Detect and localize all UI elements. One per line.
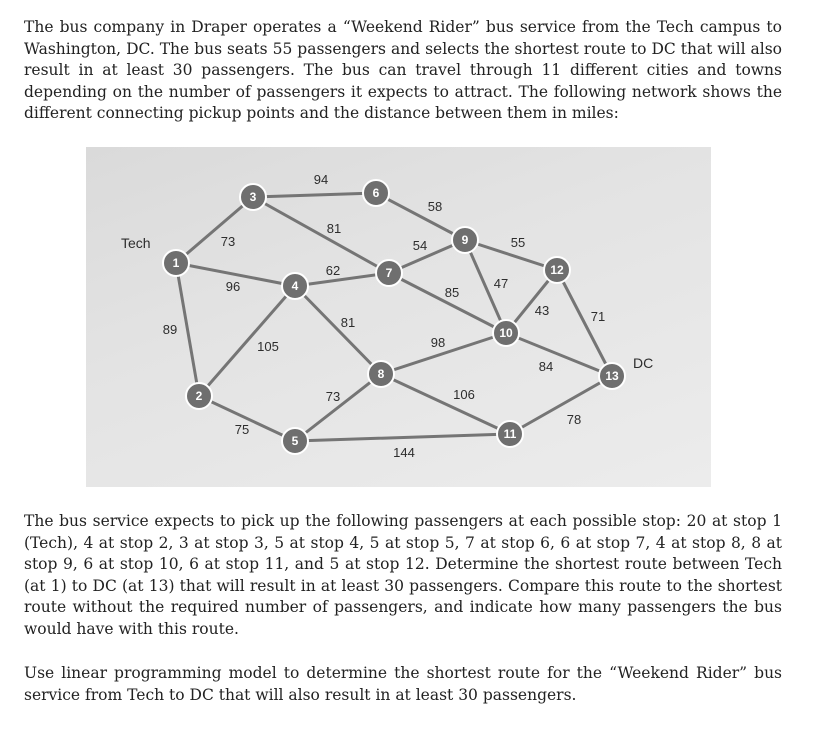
- edge-5-8: [295, 374, 381, 441]
- node-label-5: 5: [291, 434, 299, 448]
- node-label-3: 3: [249, 190, 257, 204]
- node-3: [240, 184, 266, 210]
- node-4: [282, 273, 308, 299]
- edge-weight-10-13: 84: [538, 359, 554, 374]
- edge-5-11: [295, 434, 510, 441]
- node-label-11: 11: [503, 427, 517, 441]
- edge-weight-5-11: 144: [393, 445, 415, 460]
- edge-weight-3-6: 94: [313, 172, 329, 187]
- node-label-9: 9: [461, 233, 469, 247]
- node-label-7: 7: [385, 266, 393, 280]
- node-5: [282, 428, 308, 454]
- edge-weight-4-7: 62: [325, 263, 341, 278]
- edge-11-13: [510, 376, 612, 434]
- node-label-1: 1: [172, 256, 180, 270]
- edge-weight-7-9: 54: [412, 238, 428, 253]
- node-label-10: 10: [499, 326, 513, 340]
- node-label-13: 13: [605, 369, 619, 383]
- edge-weight-2-4: 105: [257, 339, 279, 354]
- edge-weight-7-10: 85: [444, 285, 460, 300]
- node-label-2: 2: [195, 389, 203, 403]
- edge-weight-4-8: 81: [340, 315, 356, 330]
- edge-weight-1-4: 96: [225, 279, 241, 294]
- edge-weight-9-12: 55: [510, 235, 526, 250]
- edge-10-13: [506, 333, 612, 376]
- network-diagram: [86, 147, 711, 487]
- node-label-12: 12: [550, 263, 564, 277]
- edge-3-6: [253, 193, 376, 197]
- edge-weight-2-5: 75: [234, 422, 250, 437]
- edge-2-4: [199, 286, 295, 396]
- edge-weight-12-13: 71: [590, 309, 606, 324]
- edge-weight-1-2: 89: [162, 322, 178, 337]
- edge-1-2: [176, 263, 199, 396]
- edge-weight-3-7: 81: [326, 221, 342, 236]
- edge-3-7: [253, 197, 389, 273]
- edge-weight-8-10: 98: [430, 335, 446, 350]
- edge-weight-9-10: 47: [493, 276, 509, 291]
- network-svg: [86, 147, 711, 487]
- task-text: Use linear programming model to determine the shortest route for the “Weekend Rider” bus service from Tech to DC that will also result in at least 30 passengers.: [24, 664, 782, 704]
- edge-8-11: [381, 374, 510, 434]
- node-label-8: 8: [377, 367, 385, 381]
- edge-4-7: [295, 273, 389, 286]
- node-1: [163, 250, 189, 276]
- edge-weight-5-8: 73: [325, 389, 341, 404]
- destination-label-dc: DC: [633, 355, 654, 371]
- problem-intro-text: The bus company in Draper operates a “Weekend Rider” bus service from the Tech campus to Washington, DC. The bus seats 55 passengers and selects the shortest route to DC that will also result in at least 30 passengers. The bus can travel through 11 different cities and towns depending on the number of passengers it expects to attract. The following network shows the different connecting pickup points and the distance between them in miles:: [24, 18, 782, 122]
- edge-weight-10-12: 43: [534, 303, 550, 318]
- edge-weight-1-3: 73: [220, 234, 236, 249]
- edge-6-9: [376, 193, 465, 240]
- node-8: [368, 361, 394, 387]
- edge-4-8: [295, 286, 381, 374]
- node-10: [493, 320, 519, 346]
- node-2: [186, 383, 212, 409]
- edge-1-3: [176, 197, 253, 263]
- origin-label-tech: Tech: [121, 235, 151, 251]
- edge-weight-8-11: 106: [453, 387, 475, 402]
- node-label-4: 4: [291, 279, 299, 293]
- passenger-counts-text: The bus service expects to pick up the following passengers at each possible stop: 20 at stop 1 (Tech), 4 at stop 2, 3 at stop 3, 5 at stop 4, 5 at stop 5, 7 at stop 6, 6 at stop 7, 4 at stop 8, 8 at stop 9, 6 at stop 10, 6 at stop 11, and 5 at stop 12. Determine the shortest route between Tech (at 1) to DC (at 13) that will result in at least 30 passengers. Compare this route to the shortest route without the required number of passengers, and indicate how many passengers the bus would have with this route.: [24, 512, 782, 638]
- node-12: [544, 257, 570, 283]
- edge-weight-6-9: 58: [427, 199, 443, 214]
- node-7: [376, 260, 402, 286]
- node-label-6: 6: [372, 186, 380, 200]
- node-13: [599, 363, 625, 389]
- node-9: [452, 227, 478, 253]
- edge-weight-11-13: 78: [566, 412, 582, 427]
- edge-7-10: [389, 273, 509, 333]
- node-6: [363, 180, 389, 206]
- node-11: [497, 421, 523, 447]
